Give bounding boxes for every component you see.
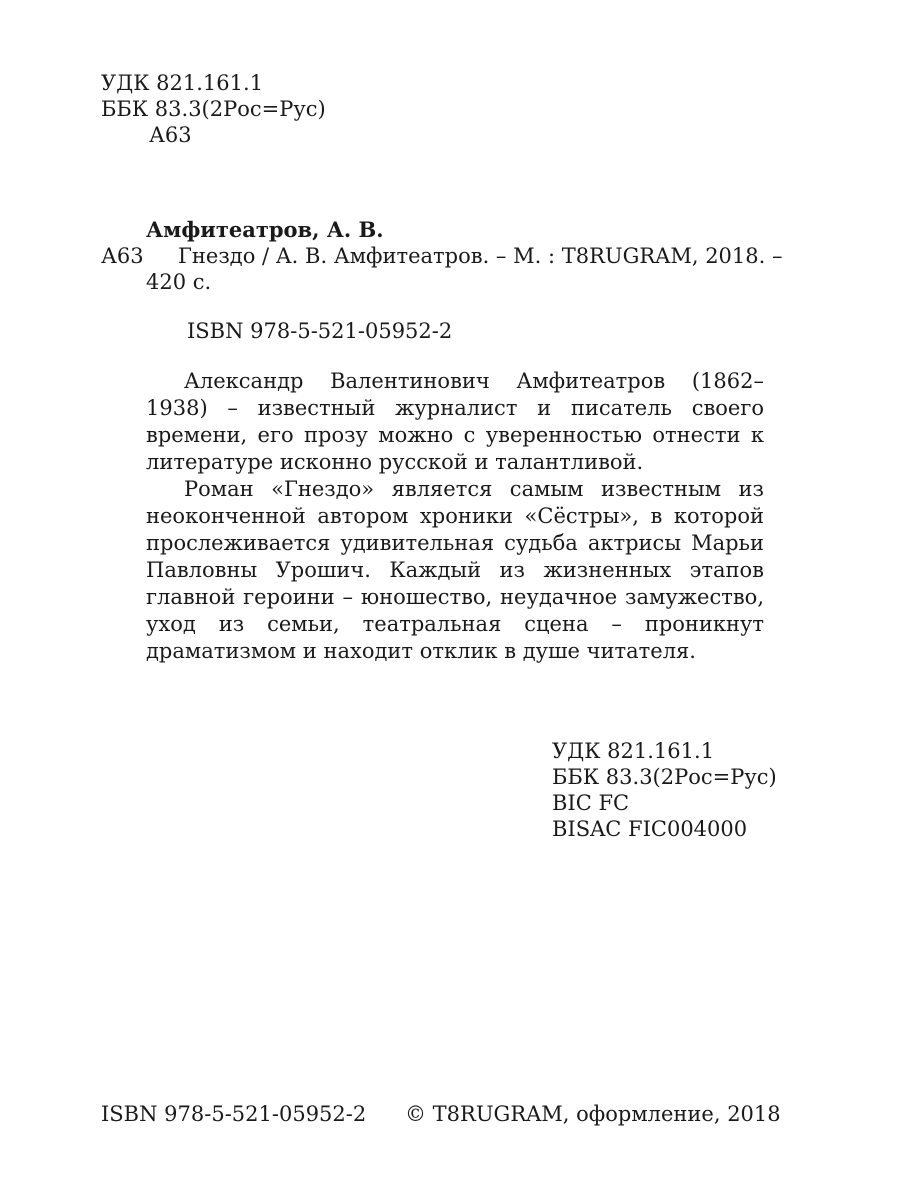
top-udk: УДК 821.161.1: [101, 71, 264, 95]
annotation-paragraph-2: [146, 476, 764, 665]
annotation-text-1: Александр Валентинович Амфитеатров (1862–1938) – известный журналист и писатель своего времени, его прозу можно с уверенностью отнести к литературе исконно русской и талантливой.: [146, 369, 764, 474]
classification-bic: BIC FC: [552, 791, 630, 815]
top-author-sign: А63: [149, 123, 192, 147]
catalog-isbn: ISBN 978-5-521-05952-2: [187, 319, 453, 343]
footer-isbn: ISBN 978-5-521-05952-2: [101, 1102, 367, 1126]
top-bbk: ББК 83.3(2Рос=Рус): [101, 97, 326, 121]
annotation-paragraph-1: [146, 368, 764, 476]
catalog-pages: 420 с.: [146, 270, 212, 294]
catalog-author: Амфитеатров, А. В.: [146, 217, 384, 242]
annotation-text-2: Роман «Гнездо» является самым известным из неоконченной автором хроники «Сёстры», в которой прослеживается удивительная судьба актрисы Марьи Павловны Урошич. Каждый из жизненных этапов главной героини – юношество, неудачное замужество, уход из семьи, театральная сцена – проникнут драматизмом и находит отклик в душе читателя.: [146, 477, 764, 663]
classification-bbk: ББК 83.3(2Рос=Рус): [552, 765, 777, 789]
classification-bisac: BISAC FIC004000: [552, 817, 748, 841]
classification-udk: УДК 821.161.1: [552, 739, 715, 763]
catalog-title-line: Гнездо / А. В. Амфитеатров. – М. : T8RUGRAM, 2018. –: [178, 244, 783, 268]
footer-copyright: © T8RUGRAM, оформление, 2018: [405, 1102, 781, 1126]
catalog-sign: А63: [101, 244, 144, 268]
